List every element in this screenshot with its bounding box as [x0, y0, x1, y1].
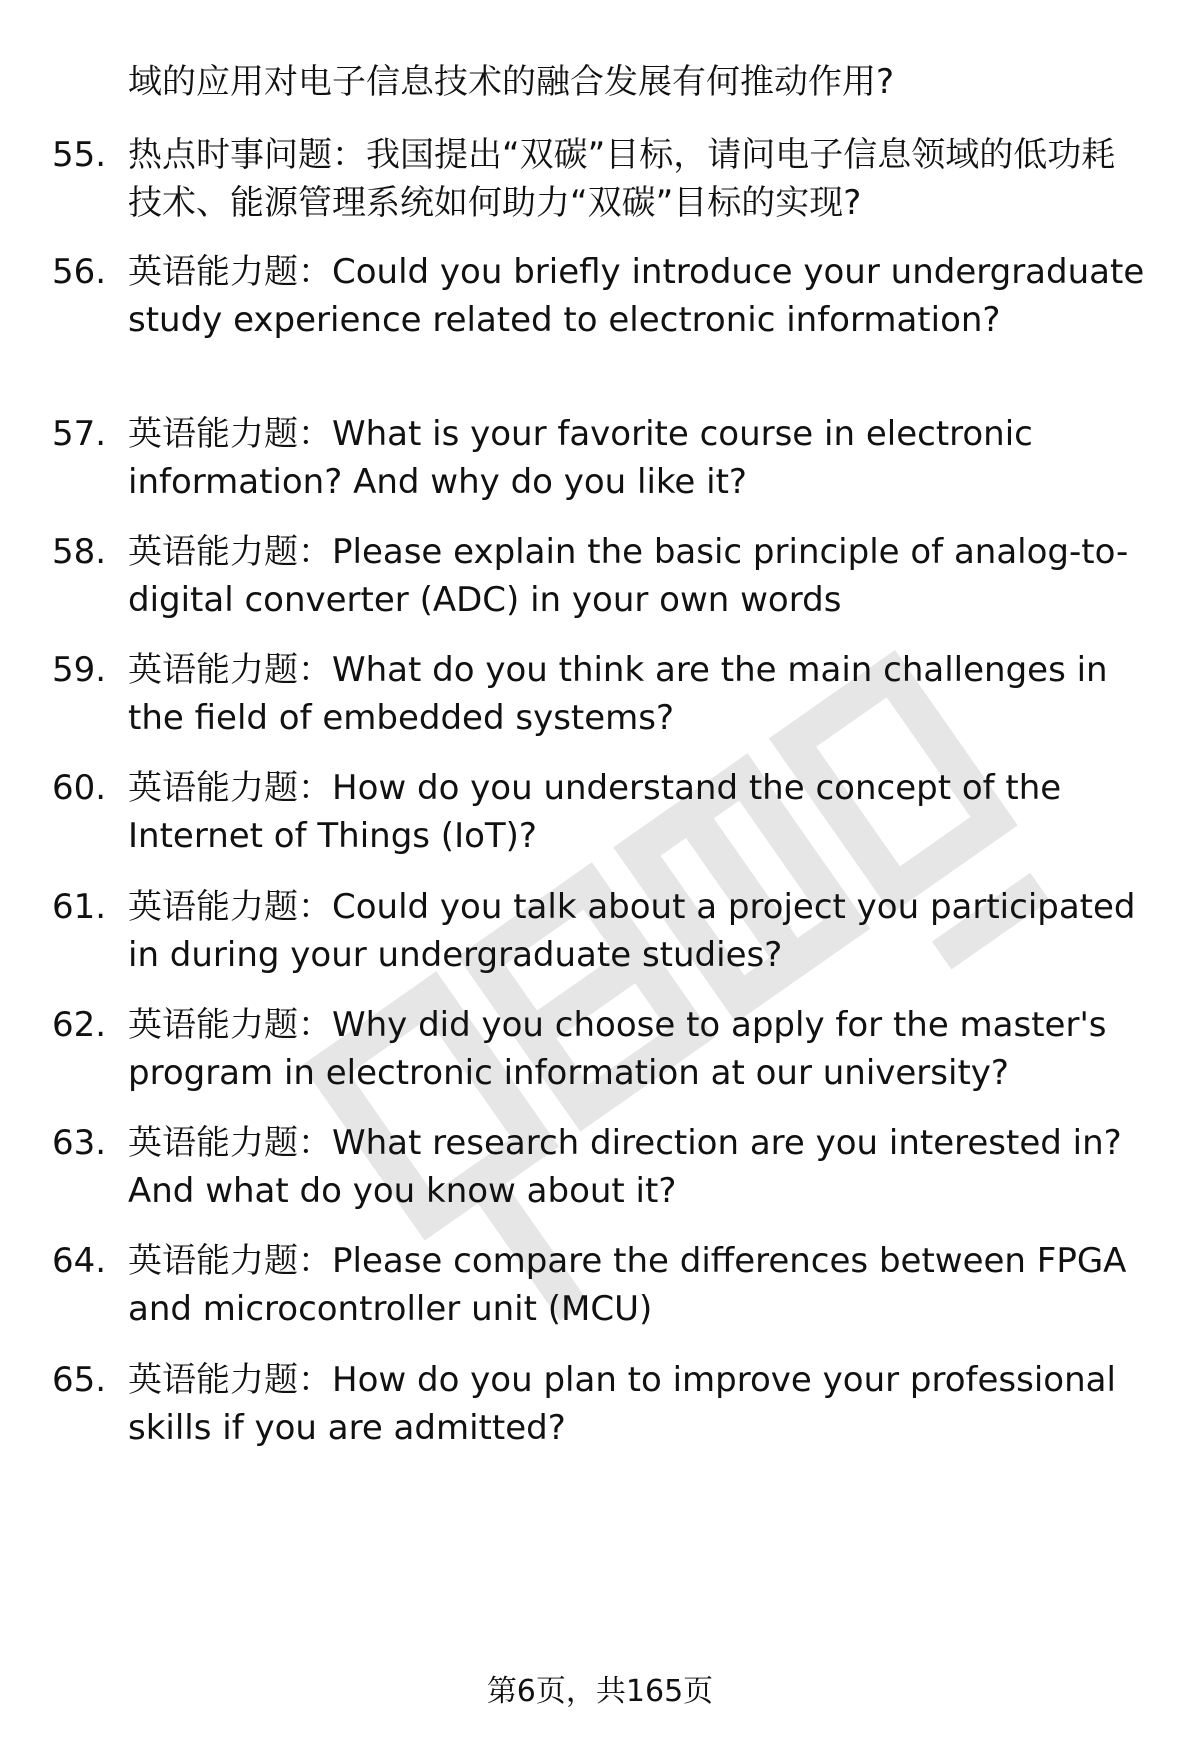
question-text: 英语能力题：Please compare the differences between FPGA and microcontroller unit (MCU) [128, 1241, 1127, 1329]
question-text: 英语能力题：What research direction are you interested in? And what do you know about it? [128, 1123, 1122, 1211]
question-number: 59. [52, 650, 107, 690]
question-number: 61. [52, 887, 107, 927]
question-number: 63. [52, 1123, 107, 1163]
question-text: 英语能力题：Could you talk about a project you participated in during your undergraduate studies? [128, 887, 1136, 975]
question-item-61 [52, 883, 1152, 979]
question-item-65 [52, 1356, 1152, 1452]
question-number: 62. [52, 1005, 107, 1045]
question-text: 英语能力题：Please explain the basic principle of analog-to-digital converter (ADC) in your own words [128, 532, 1129, 620]
question-item-57 [52, 410, 1152, 506]
question-text: 英语能力题：How do you understand the concept of the Internet of Things (IoT)? [128, 768, 1062, 856]
question-item-62 [52, 1001, 1152, 1097]
question-text: 英语能力题：What do you think are the main challenges in the field of embedded systems? [128, 650, 1108, 738]
continuation-line: 域的应用对电子信息技术的融合发展有何推动作用? [128, 62, 895, 102]
question-number: 58. [52, 532, 107, 572]
question-number: 56. [52, 252, 107, 292]
question-item-60 [52, 764, 1152, 860]
question-item-55 [52, 131, 1152, 227]
question-text: 热点时事问题：我国提出“双碳”目标，请问电子信息领域的低功耗技术、能源管理系统如何助力“双碳”目标的实现? [128, 135, 1116, 223]
question-item-56 [52, 248, 1152, 344]
question-item-58 [52, 528, 1152, 624]
question-number: 65. [52, 1360, 107, 1400]
question-number: 55. [52, 135, 107, 175]
question-item-64 [52, 1237, 1152, 1333]
question-item-63 [52, 1119, 1152, 1215]
question-text: 英语能力题：What is your favorite course in electronic information? And why do you like it? [128, 414, 1033, 502]
question-text: 英语能力题：Why did you choose to apply for the master's program in electronic information at our university? [128, 1005, 1107, 1093]
question-number: 60. [52, 768, 107, 808]
page-footer: 第6页，共165页 [486, 1674, 714, 1709]
question-text: 英语能力题：How do you plan to improve your professional skills if you are admitted? [128, 1360, 1116, 1448]
question-item-59 [52, 646, 1152, 742]
question-number: 64. [52, 1241, 107, 1281]
question-text: 英语能力题：Could you briefly introduce your undergraduate study experience related to electronic information? [128, 252, 1145, 340]
question-number: 57. [52, 414, 107, 454]
